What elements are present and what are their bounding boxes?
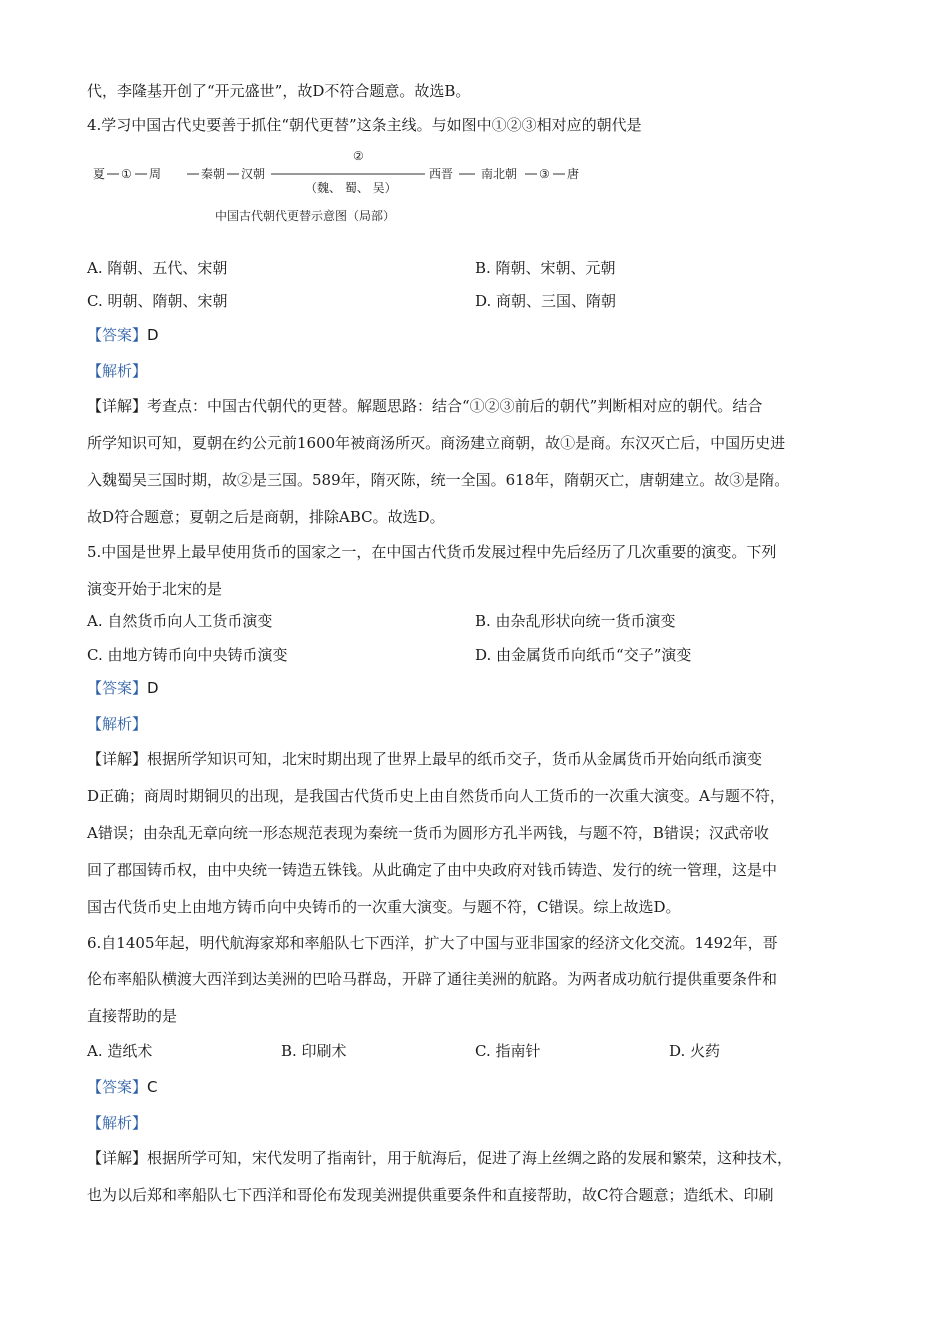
diagram-zhou: 周: [149, 167, 162, 181]
option-b: B. 由杂乱形状向统一货币演变: [475, 612, 676, 630]
diagram-xijin: 西晋: [429, 167, 454, 181]
analysis-tag: 【解析】: [87, 362, 148, 380]
option-c: C. 由地方铸币向中央铸币演变: [87, 646, 288, 664]
diagram-qin: 秦朝: [201, 167, 226, 181]
answer-tag: 【答案】: [87, 1078, 148, 1096]
answer-value: D: [147, 326, 159, 344]
detail-line: 回了郡国铸币权，由中央统一铸造五铢钱。从此确定了由中央政府对钱币铸造、发行的统一管理，这是中: [87, 861, 778, 879]
detail-line: D正确；商周时期铜贝的出现，是我国古代货币史上由自然货币向人工货币的一次重大演变。A与题不符，: [87, 787, 785, 805]
answer: [87, 678, 159, 698]
option-b: B. 印刷术: [281, 1042, 347, 1060]
diagram-tang: 唐: [567, 167, 580, 181]
detail-tag: 【详解】: [87, 750, 148, 768]
option-a: A. 隋朝、五代、宋朝: [87, 259, 228, 277]
detail-line: 国古代货币史上由地方铸币向中央铸币的一次重大演变。与题不符，C错误。综上故选D。: [87, 898, 681, 916]
option-d: D. 由金属货币向纸币“交子”演变: [475, 646, 692, 664]
question-5-cont: 演变开始于北宋的是: [87, 580, 223, 598]
answer-value: D: [147, 679, 159, 697]
dynasty-diagram: [87, 148, 647, 232]
answer-value: C: [147, 1078, 158, 1096]
detail-line: [87, 749, 762, 769]
diagram-caption: 中国古代朝代更替示意图（局部）: [215, 209, 396, 223]
detail-line: [87, 1148, 792, 1168]
option-c: C. 明朝、隋朝、宋朝: [87, 292, 228, 310]
option-d: D. 商朝、三国、隋朝: [475, 292, 617, 310]
answer: [87, 325, 159, 345]
answer: [87, 1077, 158, 1097]
analysis-tag: 【解析】: [87, 715, 148, 733]
analysis-tag: 【解析】: [87, 1114, 148, 1132]
question-5: 5.中国是世界上最早使用货币的国家之一，在中国古代货币发展过程中先后经历了几次重要的演变。下列: [87, 543, 777, 561]
option-b: B. 隋朝、宋朝、元朝: [475, 259, 616, 277]
diagram-xia: 夏: [93, 167, 106, 181]
answer-tag: 【答案】: [87, 679, 148, 697]
detail-line: 故D符合题意；夏朝之后是商朝，排除ABC。故选D。: [87, 508, 445, 526]
detail-line: 也为以后郑和率船队七下西洋和哥伦布发现美洲提供重要条件和直接帮助，故C符合题意；造纸术、印刷: [87, 1186, 774, 1204]
detail-text: 考查点：中国古代朝代的更替。解题思路：结合“①②③前后的朝代”判断相对应的朝代。结合: [147, 397, 763, 415]
option-d: D. 火药: [669, 1042, 721, 1060]
question-6-cont: 直接帮助的是: [87, 1007, 178, 1025]
text-line: 代，李隆基开创了“开元盛世”，故D不符合题意。故选B。: [87, 82, 471, 100]
detail-line: 所学知识可知，夏朝在约公元前1600年被商汤所灭。商汤建立商朝，故①是商。东汉灭亡后，中国历史进: [87, 434, 786, 452]
detail-text: 根据所学知识可知，北宋时期出现了世界上最早的纸币交子，货币从金属货币开始向纸币演变: [147, 750, 763, 768]
detail-tag: 【详解】: [87, 397, 148, 415]
detail-text: 根据所学可知，宋代发明了指南针，用于航海后，促进了海上丝绸之路的发展和繁荣，这种技术，: [147, 1149, 793, 1167]
option-c: C. 指南针: [475, 1042, 541, 1060]
diagram-circle-3: ③: [539, 167, 550, 181]
diagram-wsw: （魏、 蜀、 吴）: [305, 181, 397, 195]
detail-line: [87, 396, 762, 416]
option-a: A. 造纸术: [87, 1042, 153, 1060]
diagram-nbc: 南北朝: [481, 167, 518, 181]
answer-tag: 【答案】: [87, 326, 148, 344]
option-a: A. 自然货币向人工货币演变: [87, 612, 273, 630]
question-4: 4.学习中国古代史要善于抓住“朝代更替”这条主线。与如图中①②③相对应的朝代是: [87, 116, 642, 134]
question-6: 6.自1405年起，明代航海家郑和率船队七下西洋，扩大了中国与亚非国家的经济文化交流。1492年，哥: [87, 934, 778, 952]
question-6-cont: 伦布率船队横渡大西洋到达美洲的巴哈马群岛，开辟了通往美洲的航路。为两者成功航行提供重要条件和: [87, 970, 778, 988]
diagram-circle-2: ②: [353, 149, 364, 163]
detail-line: 入魏蜀吴三国时期，故②是三国。589年，隋灭陈，统一全国。618年，隋朝灭亡，唐朝建立。故③是隋。: [87, 471, 790, 489]
detail-tag: 【详解】: [87, 1149, 148, 1167]
diagram-han: 汉朝: [241, 167, 266, 181]
detail-line: A错误；由杂乱无章向统一形态规范表现为秦统一货币为圆形方孔半两钱，与题不符，B错误；汉武帝收: [87, 824, 769, 842]
diagram-circle-1: ①: [121, 167, 132, 181]
